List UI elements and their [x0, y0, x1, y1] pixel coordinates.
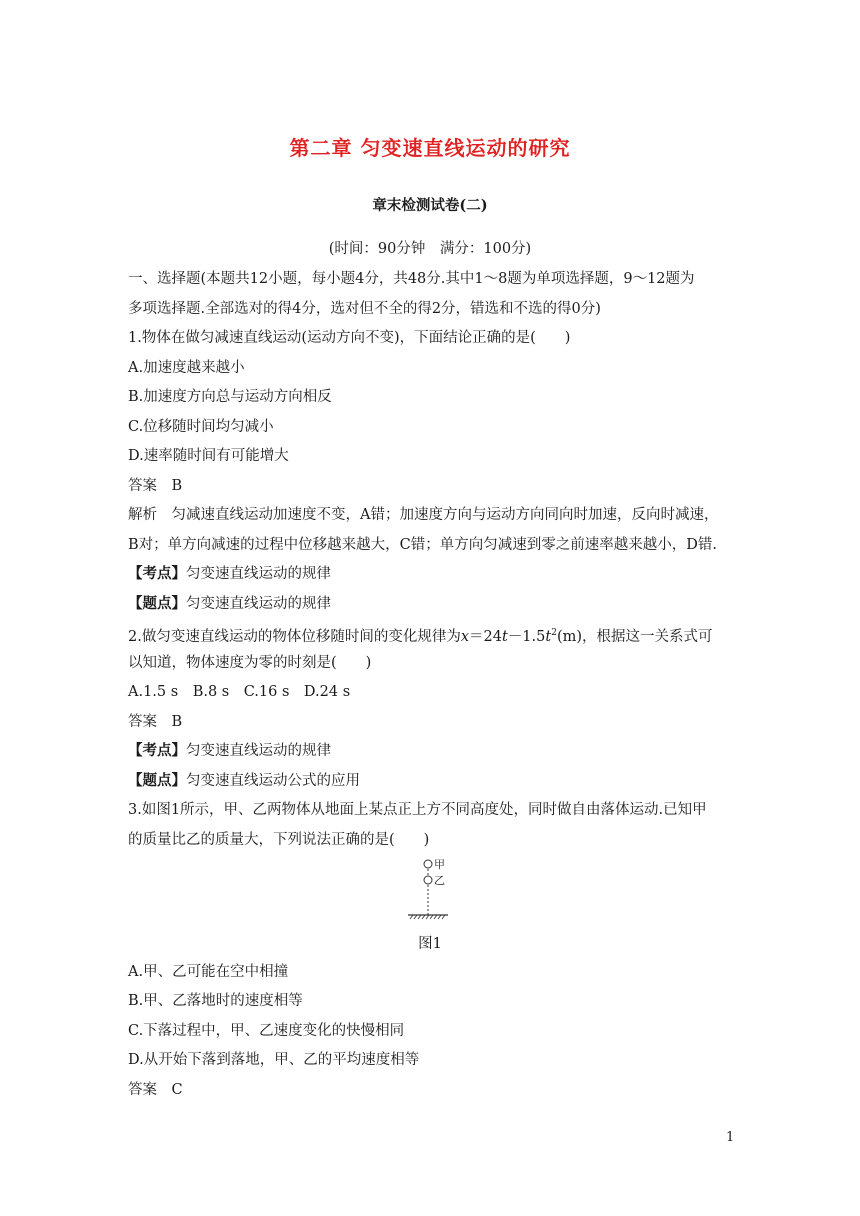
q2-stem-post: (m)，根据这一关系式可 — [556, 628, 713, 645]
q3-option-a: A.甲、乙可能在空中相撞 — [128, 964, 289, 980]
q1-kaodian-text: 匀变速直线运动的规律 — [186, 566, 331, 582]
q1-tidian-tag: 【题点】 — [128, 595, 186, 612]
q1-kaodian-tag: 【考点】 — [128, 565, 186, 582]
label-yi: 乙 — [434, 874, 445, 887]
figure-1-free-fall-diagram — [406, 855, 456, 925]
q3-stem-line1: 3.如图1所示，甲、乙两物体从地面上某点正上方不同高度处，同时做自由落体运动.已知甲 — [128, 802, 707, 818]
exam-title: 章末检测试卷(二) — [372, 197, 488, 214]
q2-stem-line2: 以知道，物体速度为零的时刻是( ) — [128, 655, 372, 671]
q2-answer: 答案 B — [128, 714, 183, 730]
figure-caption: 图1 — [418, 936, 442, 952]
q2-formula-mid2: －1.5 — [507, 628, 546, 645]
q3-stem-line2: 的质量比乙的质量大，下列说法正确的是( ) — [128, 832, 430, 848]
label-jia: 甲 — [434, 858, 445, 871]
q1-stem: 1.物体在做匀减速直线运动(运动方向不变)，下面结论正确的是( ) — [128, 330, 571, 346]
q2-kaodian — [128, 741, 331, 761]
q2-kaodian-tag: 【考点】 — [128, 742, 186, 759]
object-yi-circle — [424, 876, 432, 884]
q1-tidian-text: 匀变速直线运动的规律 — [186, 596, 331, 612]
q1-tidian — [128, 594, 331, 614]
q2-formula-exponent: 2 — [551, 628, 557, 638]
chapter-title: 第二章 匀变速直线运动的研究 — [289, 136, 571, 160]
page-number: 1 — [726, 1130, 735, 1145]
q2-stem-pre: 2.做匀变速直线运动的物体位移随时间的变化规律为 — [128, 628, 461, 645]
q1-option-d: D.速率随时间有可能增大 — [128, 448, 289, 464]
q1-option-a: A.加速度越来越小 — [128, 360, 245, 376]
q2-tidian-text: 匀变速直线运动公式的应用 — [186, 773, 360, 789]
q3-option-c: C.下落过程中，甲、乙速度变化的快慢相同 — [128, 1023, 405, 1039]
q1-kaodian — [128, 564, 331, 584]
section-intro-line2: 多项选择题.全部选对的得4分，选对但不全的得2分，错选和不选的得0分) — [128, 301, 601, 317]
q2-stem — [128, 623, 713, 647]
q2-kaodian-text: 匀变速直线运动的规律 — [186, 743, 331, 759]
q2-options: A.1.5 s B.8 s C.16 s D.24 s — [128, 684, 351, 700]
q2-formula-t1: t — [501, 628, 508, 645]
q1-option-c: C.位移随时间均匀减小 — [128, 419, 274, 435]
section-intro-line1: 一、选择题(本题共12小题，每小题4分，共48分.其中1～8题为单项选择题，9～12题为 — [128, 271, 695, 287]
q2-tidian — [128, 771, 360, 791]
q1-option-b: B.加速度方向总与运动方向相反 — [128, 389, 332, 405]
q2-formula-x: x — [460, 628, 470, 645]
q1-analysis-line2: B对；单方向减速的过程中位移越来越大，C错；单方向匀减速到零之前速率越来越小，D错. — [128, 537, 717, 553]
q1-analysis-line1: 解析 匀减速直线运动加速度不变，A错；加速度方向与运动方向同向时加速，反向时减速， — [128, 507, 719, 523]
q1-answer: 答案 B — [128, 478, 183, 494]
figure-1-svg — [406, 855, 456, 925]
q2-tidian-tag: 【题点】 — [128, 772, 186, 789]
q2-formula-mid: ＝24 — [469, 628, 502, 645]
object-jia-circle — [424, 860, 432, 868]
q3-answer: 答案 C — [128, 1082, 183, 1098]
q2-formula-t2: t — [545, 628, 552, 645]
exam-info: (时间：90分钟 满分：100分) — [328, 241, 532, 257]
q3-option-b: B.甲、乙落地时的速度相等 — [128, 993, 303, 1009]
q3-option-d: D.从开始下落到落地，甲、乙的平均速度相等 — [128, 1052, 420, 1068]
